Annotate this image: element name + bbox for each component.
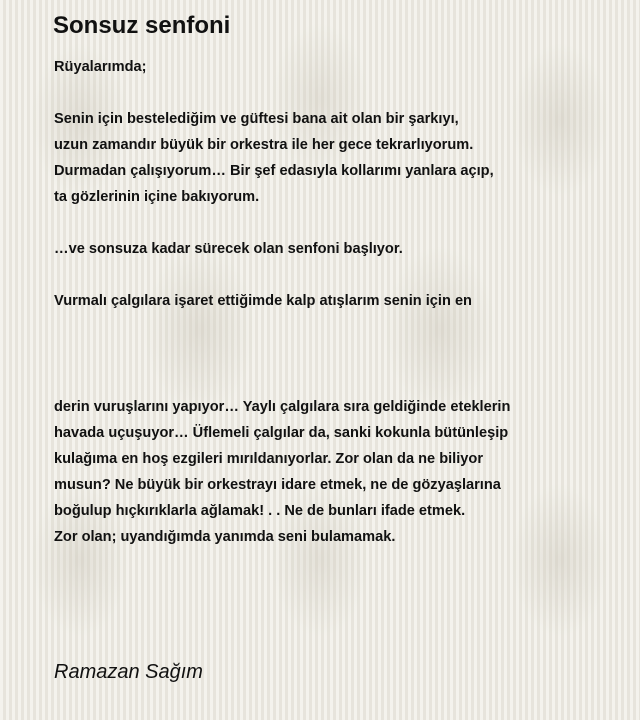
poem-line: Vurmalı çalgılara işaret ettiğimde kalp atışlarım senin için en bbox=[54, 293, 472, 309]
poem-title: Sonsuz senfoni bbox=[53, 12, 231, 39]
poem-line: Senin için bestelediğim ve güftesi bana ait olan bir şarkıyı, bbox=[54, 111, 459, 127]
stanza-5 bbox=[54, 394, 624, 550]
poem-line: kulağıma en hoş ezgileri mırıldanıyorlar. Zor olan da ne biliyor bbox=[54, 451, 484, 467]
stanza-gap-large bbox=[54, 314, 624, 394]
stanza-2 bbox=[54, 106, 624, 210]
poem-line: uzun zamandır büyük bir orkestra ile her gece tekrarlıyorum. bbox=[54, 137, 474, 153]
poem-line: havada uçuşuyor… Üflemeli çalgılar da, sanki kokunla bütünleşip bbox=[54, 425, 509, 441]
stanza-gap bbox=[54, 262, 624, 288]
poem-line: musun? Ne büyük bir orkestrayı idare etmek, ne de gözyaşlarına bbox=[54, 477, 501, 493]
poem-line: Rüyalarımda; bbox=[54, 59, 147, 75]
poem-line: boğulup hıçkırıklarla ağlamak! . . Ne de bunları ifade etmek. bbox=[54, 503, 466, 519]
poem-line: …ve sonsuza kadar sürecek olan senfoni başlıyor. bbox=[54, 241, 403, 257]
poem-body bbox=[54, 54, 624, 550]
poem-author: Ramazan Sağım bbox=[54, 661, 203, 683]
poem-line: Durmadan çalışıyorum… Bir şef edasıyla kollarımı yanlara açıp, bbox=[54, 163, 494, 179]
stanza-gap bbox=[54, 80, 624, 106]
stanza-gap bbox=[54, 210, 624, 236]
stanza-4 bbox=[54, 288, 624, 314]
stanza-3 bbox=[54, 236, 624, 262]
poem-line: Zor olan; uyandığımda yanımda seni bulamamak. bbox=[54, 529, 396, 545]
poem-line: ta gözlerinin içine bakıyorum. bbox=[54, 189, 260, 205]
stanza-1 bbox=[54, 54, 624, 80]
poem-line: derin vuruşlarını yapıyor… Yaylı çalgılara sıra geldiğinde eteklerin bbox=[54, 399, 511, 415]
